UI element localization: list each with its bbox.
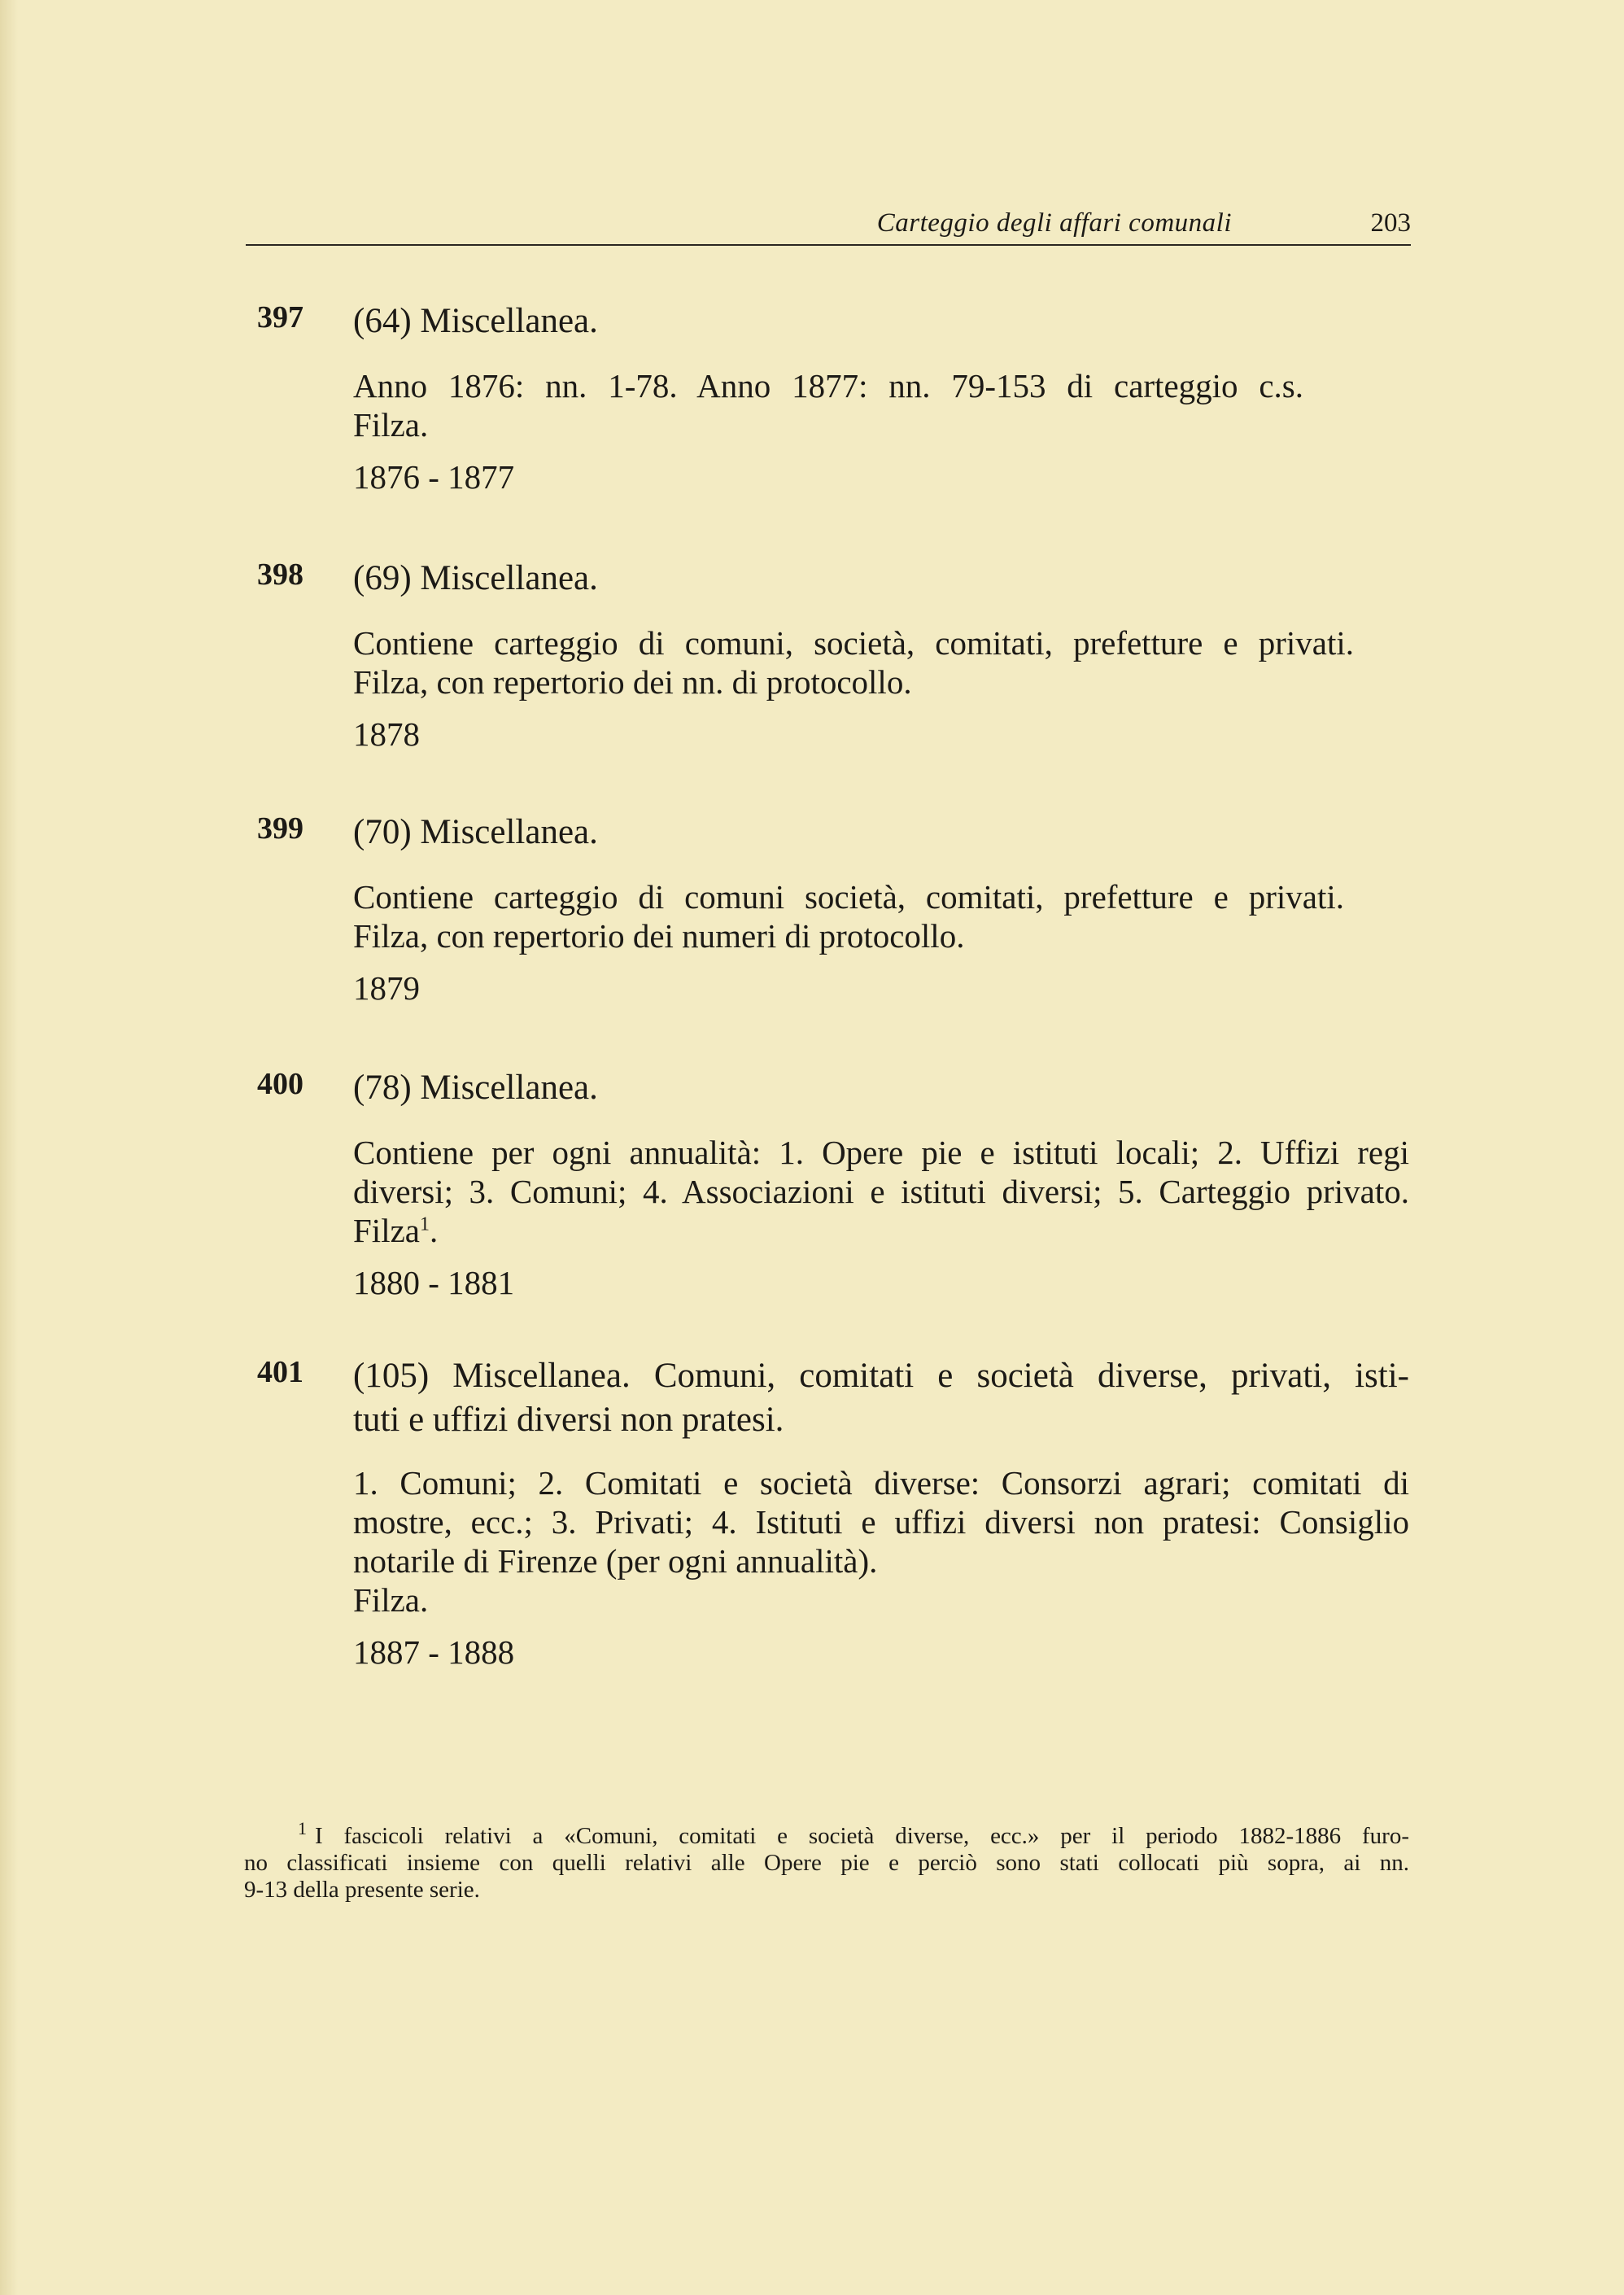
- running-title: Carteggio degli affari comunali: [876, 208, 1232, 238]
- running-header: [246, 202, 1411, 246]
- entry-body: [353, 811, 1411, 1008]
- entry-number: 401: [257, 1355, 303, 1389]
- entry-date: 1879: [353, 969, 420, 1007]
- entry-date: 1880 - 1881: [353, 1264, 515, 1301]
- description-line: mostre, ecc.; 3. Privati; 4. Istituti e uffizi diversi non pratesi: Consiglio: [353, 1503, 1409, 1541]
- footnote-line: no classificati insieme con quelli relativi alle Opere pie e perciò sono stati collocati più sopra, ai nn.: [244, 1850, 1409, 1876]
- entry-body: [353, 299, 1411, 496]
- description-line: Filza.: [353, 406, 429, 444]
- entry-body: [353, 1354, 1411, 1672]
- entry-date: 1876 - 1877: [353, 458, 515, 496]
- entry-title: (69) Miscellanea.: [353, 559, 598, 597]
- page-number: 203: [1370, 208, 1411, 238]
- description-line: 1. Comuni; 2. Comitati e società diverse: Consorzi agrari; comitati di: [353, 1464, 1409, 1502]
- entry-title-line: (105) Miscellanea. Comuni, comitati e società diverse, privati, isti-: [353, 1357, 1409, 1395]
- footnote-reference[interactable]: 1: [419, 1213, 430, 1235]
- description-line: Filza$^1$.: [353, 1212, 439, 1249]
- description-line: Contiene carteggio di comuni, società, comitati, prefetture e privati.: [353, 624, 1354, 662]
- footnote: [244, 1818, 1409, 1904]
- entry-title: (64) Miscellanea.: [353, 302, 598, 340]
- description-line: Filza, con repertorio dei numeri di protocollo.: [353, 917, 965, 955]
- description-line: Filza.: [353, 1581, 429, 1619]
- entry-body: [353, 1066, 1411, 1302]
- description-line: Filza, con repertorio dei nn. di protocollo.: [353, 663, 912, 701]
- footnote-text: I fascicoli relativi a «Comuni, comitati e società diverse, ecc.» per il periodo 1882-1886 furo-: [315, 1823, 1409, 1849]
- description-line: Contiene per ogni annualità: 1. Opere pie e istituti locali; 2. Uffizi regi: [353, 1134, 1409, 1171]
- page-edge: [0, 0, 18, 2295]
- footnote-line: 9-13 della presente serie.: [244, 1877, 480, 1903]
- description-line: diversi; 3. Comuni; 4. Associazioni e istituti diversi; 5. Carteggio privato.: [353, 1173, 1409, 1210]
- entry-body: [353, 557, 1411, 754]
- entry-number: 398: [257, 557, 303, 592]
- description-text: Filza: [353, 1212, 420, 1249]
- entry-date: 1887 - 1888: [353, 1633, 515, 1671]
- entry-number: 400: [257, 1067, 303, 1101]
- entry-title: (70) Miscellanea.: [353, 813, 598, 851]
- description-line: notarile di Firenze (per ogni annualità).: [353, 1542, 878, 1580]
- entry-title: (78) Miscellanea.: [353, 1069, 598, 1107]
- footnote-marker: 1: [298, 1818, 307, 1839]
- description-line: Contiene carteggio di comuni società, comitati, prefetture e privati.: [353, 878, 1344, 916]
- entry-title: [353, 1354, 1411, 1442]
- entry-number: 397: [257, 300, 303, 334]
- footnote-line: [244, 1818, 1409, 1850]
- entry-number: 399: [257, 811, 303, 846]
- entry-title-line: tuti e uffizi diversi non pratesi.: [353, 1401, 784, 1439]
- description-line: Anno 1876: nn. 1-78. Anno 1877: nn. 79-153 di carteggio c.s.: [353, 367, 1303, 404]
- entry-date: 1878: [353, 715, 420, 753]
